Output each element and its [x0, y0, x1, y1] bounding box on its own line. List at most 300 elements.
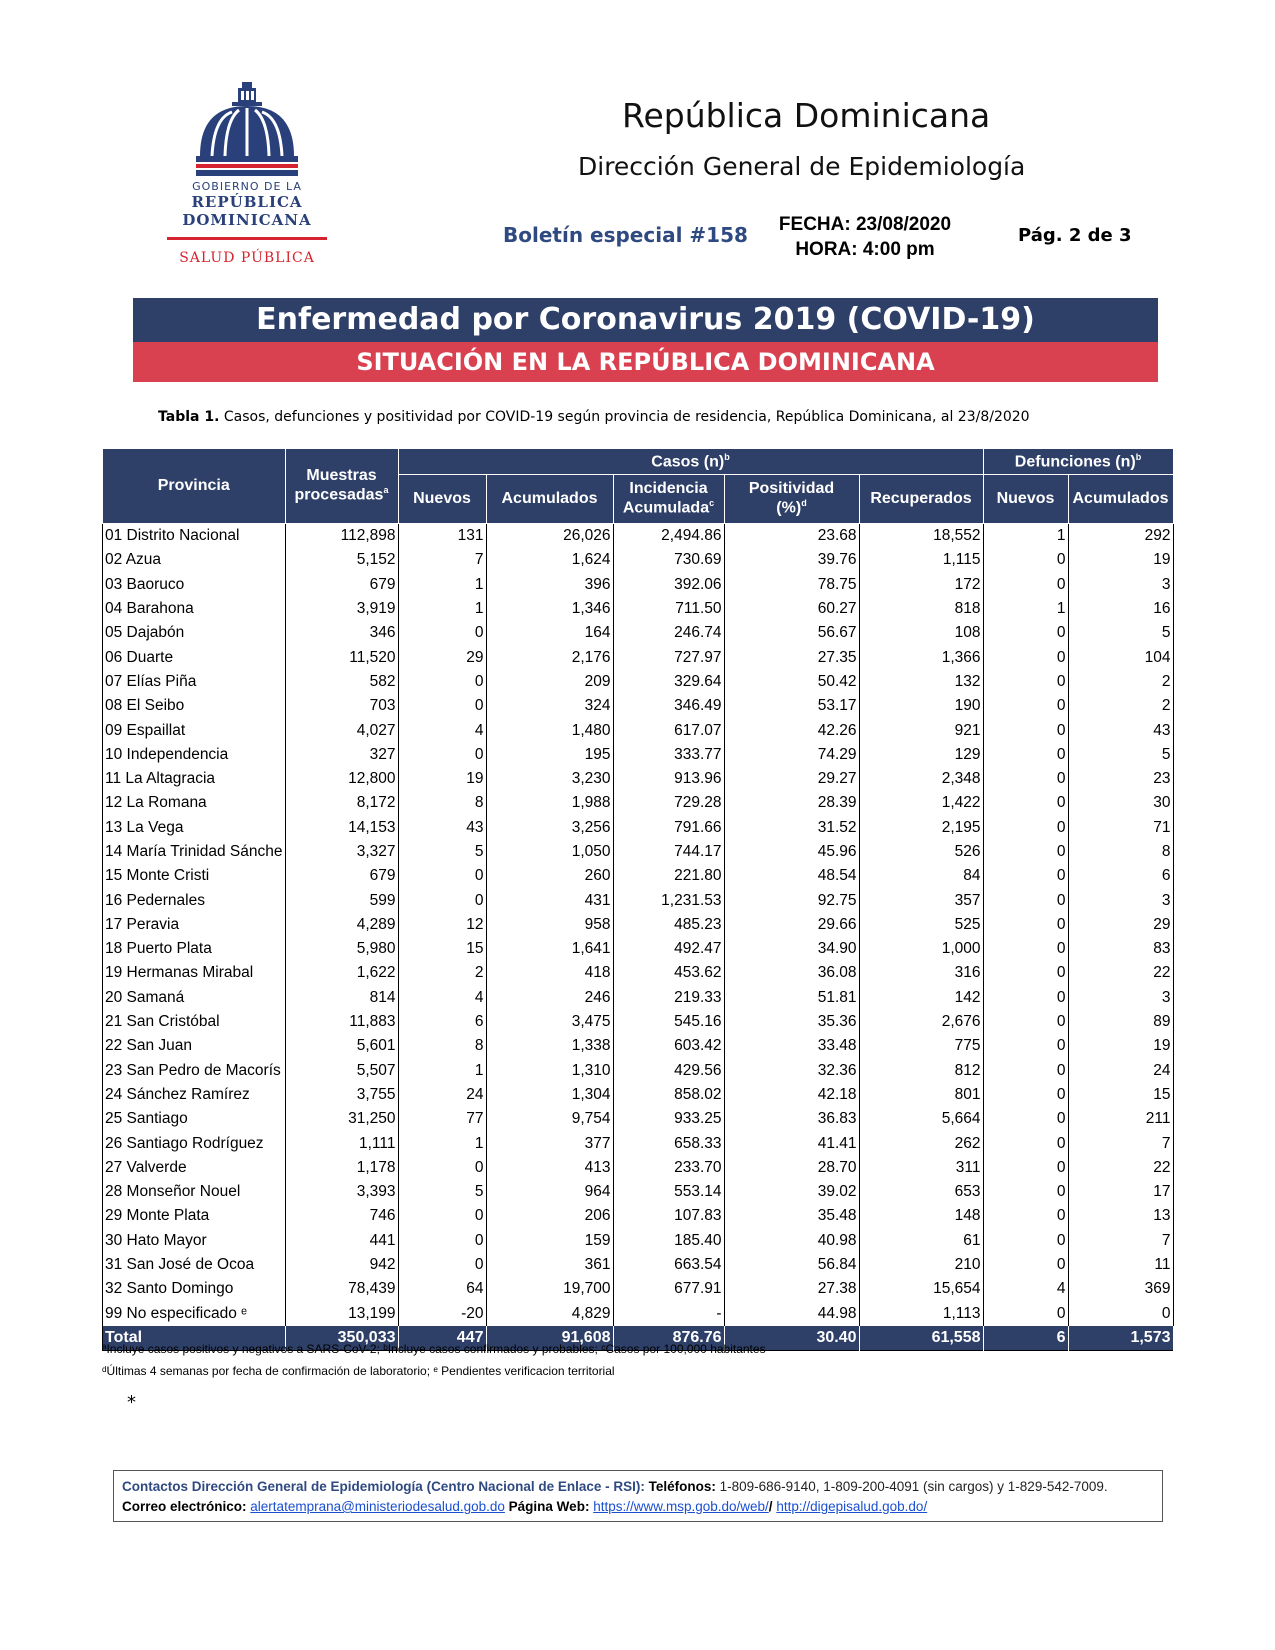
cell-incidencia: 730.69 [613, 548, 724, 572]
cell-acumulados: 3,230 [486, 767, 613, 791]
cell-provincia: 19 Hermanas Mirabal [103, 961, 286, 985]
cell-def-acumulados: 7 [1068, 1131, 1173, 1155]
cell-positividad: 35.36 [724, 1010, 859, 1034]
cell-recuperados: 2,195 [859, 816, 983, 840]
cell-recuperados: 653 [859, 1180, 983, 1204]
cell-def-acumulados: 104 [1068, 645, 1173, 669]
cell-def-nuevos: 0 [983, 1229, 1068, 1253]
cell-muestras: 3,755 [285, 1083, 398, 1107]
cell-muestras: 5,601 [285, 1034, 398, 1058]
cell-recuperados: 2,348 [859, 767, 983, 791]
cell-nuevos: 0 [398, 1253, 486, 1277]
table-row [103, 1156, 1174, 1180]
cell-recuperados: 262 [859, 1131, 983, 1155]
cell-recuperados: 1,113 [859, 1302, 983, 1326]
table-row [103, 961, 1174, 985]
total-cell-recuperados: 61,558 [859, 1326, 983, 1351]
cell-positividad: 92.75 [724, 888, 859, 912]
cell-positividad: 48.54 [724, 864, 859, 888]
covid-province-table [102, 448, 1174, 1351]
cell-provincia: 17 Peravia [103, 913, 286, 937]
cell-def-nuevos: 1 [983, 597, 1068, 621]
cell-provincia: 12 La Romana [103, 791, 286, 815]
cell-recuperados: 357 [859, 888, 983, 912]
cell-acumulados: 2,176 [486, 645, 613, 669]
cell-nuevos: 43 [398, 816, 486, 840]
cell-recuperados: 61 [859, 1229, 983, 1253]
header-nuevos: Nuevos [398, 475, 486, 524]
logo-salud-text: SALUD PÚBLICA [179, 250, 315, 266]
cell-recuperados: 316 [859, 961, 983, 985]
cell-incidencia: 603.42 [613, 1034, 724, 1058]
cell-def-nuevos: 0 [983, 645, 1068, 669]
cell-positividad: 32.36 [724, 1059, 859, 1083]
cell-incidencia: 221.80 [613, 864, 724, 888]
table-row [103, 888, 1174, 912]
cell-def-acumulados: 23 [1068, 767, 1173, 791]
cell-positividad: 29.66 [724, 913, 859, 937]
cell-nuevos: 0 [398, 621, 486, 645]
cell-recuperados: 1,115 [859, 548, 983, 572]
logo-divider [167, 237, 327, 240]
cell-def-acumulados: 7 [1068, 1229, 1173, 1253]
cell-provincia: 28 Monseñor Nouel [103, 1180, 286, 1204]
cell-def-nuevos: 1 [983, 524, 1068, 549]
cell-muestras: 327 [285, 743, 398, 767]
cell-positividad: 53.17 [724, 694, 859, 718]
cell-muestras: 11,520 [285, 645, 398, 669]
cell-nuevos: 6 [398, 1010, 486, 1034]
cell-acumulados: 164 [486, 621, 613, 645]
cell-incidencia: - [613, 1302, 724, 1326]
cell-acumulados: 3,475 [486, 1010, 613, 1034]
cell-nuevos: 12 [398, 913, 486, 937]
cell-def-nuevos: 0 [983, 1302, 1068, 1326]
cell-recuperados: 812 [859, 1059, 983, 1083]
caption-label: Tabla 1. [158, 409, 220, 425]
table-row [103, 1180, 1174, 1204]
footnote-line-2: ᵈÚltimas 4 semanas por fecha de confirmación de laboratorio; ᵉ Pendientes verificacion territorial [102, 1364, 615, 1378]
cell-positividad: 56.67 [724, 621, 859, 645]
cell-nuevos: 4 [398, 986, 486, 1010]
cell-muestras: 4,027 [285, 718, 398, 742]
table-row [103, 840, 1174, 864]
cell-positividad: 34.90 [724, 937, 859, 961]
cell-def-acumulados: 3 [1068, 573, 1173, 597]
cell-muestras: 5,507 [285, 1059, 398, 1083]
cell-positividad: 39.76 [724, 548, 859, 572]
cell-recuperados: 15,654 [859, 1277, 983, 1301]
cell-provincia: 03 Baoruco [103, 573, 286, 597]
table-row [103, 1229, 1174, 1253]
ministry-logo [132, 78, 362, 268]
cell-def-acumulados: 22 [1068, 1156, 1173, 1180]
cell-positividad: 44.98 [724, 1302, 859, 1326]
table-row [103, 573, 1174, 597]
table-row [103, 645, 1174, 669]
cell-positividad: 33.48 [724, 1034, 859, 1058]
header-muestras-line2: procesadas [294, 486, 384, 504]
cell-nuevos: 0 [398, 694, 486, 718]
cell-recuperados: 108 [859, 621, 983, 645]
cell-incidencia: 858.02 [613, 1083, 724, 1107]
cell-nuevos: 24 [398, 1083, 486, 1107]
cell-def-nuevos: 0 [983, 816, 1068, 840]
cell-def-nuevos: 0 [983, 1034, 1068, 1058]
header-positividad-line2: (%) [776, 499, 802, 517]
cell-positividad: 78.75 [724, 573, 859, 597]
table-footnotes [102, 1338, 766, 1382]
header-incidencia [613, 475, 724, 524]
cell-def-nuevos: 0 [983, 621, 1068, 645]
cell-positividad: 31.52 [724, 816, 859, 840]
contact-web-separator: / [768, 1499, 773, 1514]
cell-acumulados: 260 [486, 864, 613, 888]
contact-web-link-1[interactable]: https://www.msp.gob.do/web/ [593, 1499, 769, 1514]
cell-def-acumulados: 30 [1068, 791, 1173, 815]
cell-def-acumulados: 0 [1068, 1302, 1173, 1326]
header-positividad-line1: Positividad [748, 480, 835, 498]
table-row [103, 937, 1174, 961]
cell-positividad: 29.27 [724, 767, 859, 791]
cell-muestras: 3,393 [285, 1180, 398, 1204]
date-time-block [760, 212, 970, 262]
cell-def-acumulados: 43 [1068, 718, 1173, 742]
cell-acumulados: 246 [486, 986, 613, 1010]
cell-positividad: 27.35 [724, 645, 859, 669]
cell-def-acumulados: 292 [1068, 524, 1173, 549]
cell-def-acumulados: 71 [1068, 816, 1173, 840]
table-row [103, 1302, 1174, 1326]
table-row [103, 986, 1174, 1010]
cell-def-nuevos: 0 [983, 718, 1068, 742]
cell-muestras: 814 [285, 986, 398, 1010]
table-row [103, 1034, 1174, 1058]
total-cell-muestras: 350,033 [285, 1326, 398, 1351]
cell-positividad: 28.39 [724, 791, 859, 815]
cell-incidencia: 933.25 [613, 1107, 724, 1131]
cell-def-nuevos: 0 [983, 888, 1068, 912]
cell-def-nuevos: 0 [983, 791, 1068, 815]
cell-def-nuevos: 0 [983, 548, 1068, 572]
cell-positividad: 39.02 [724, 1180, 859, 1204]
cell-muestras: 679 [285, 864, 398, 888]
cell-nuevos: 0 [398, 1204, 486, 1228]
cell-recuperados: 921 [859, 718, 983, 742]
cell-muestras: 582 [285, 670, 398, 694]
page-title: República Dominicana [622, 96, 991, 135]
cell-nuevos: 0 [398, 888, 486, 912]
cell-def-nuevos: 0 [983, 864, 1068, 888]
cell-def-nuevos: 0 [983, 1107, 1068, 1131]
contact-lead: Contactos Dirección General de Epidemiología (Centro Nacional de Enlace - RSI): [122, 1479, 645, 1494]
cell-nuevos: 8 [398, 791, 486, 815]
cell-def-acumulados: 83 [1068, 937, 1173, 961]
cell-acumulados: 1,988 [486, 791, 613, 815]
cell-recuperados: 526 [859, 840, 983, 864]
cell-incidencia: 107.83 [613, 1204, 724, 1228]
cell-incidencia: 333.77 [613, 743, 724, 767]
cell-incidencia: 329.64 [613, 670, 724, 694]
cell-incidencia: 1,231.53 [613, 888, 724, 912]
cell-def-acumulados: 2 [1068, 694, 1173, 718]
cell-def-acumulados: 211 [1068, 1107, 1173, 1131]
cell-def-acumulados: 13 [1068, 1204, 1173, 1228]
header-muestras [285, 449, 398, 524]
cell-nuevos: 0 [398, 864, 486, 888]
cell-def-acumulados: 22 [1068, 961, 1173, 985]
contact-email-link[interactable]: alertatemprana@ministeriodesalud.gob.do [250, 1499, 505, 1514]
cell-incidencia: 453.62 [613, 961, 724, 985]
table-row [103, 1253, 1174, 1277]
cell-incidencia: 392.06 [613, 573, 724, 597]
table-row [103, 621, 1174, 645]
cell-muestras: 11,883 [285, 1010, 398, 1034]
header-acumulados: Acumulados [486, 475, 613, 524]
cell-recuperados: 525 [859, 913, 983, 937]
logo-gov-text: GOBIERNO DE LA [192, 180, 302, 193]
table-row [103, 597, 1174, 621]
cell-def-nuevos: 0 [983, 986, 1068, 1010]
cell-positividad: 51.81 [724, 986, 859, 1010]
date-text: FECHA: 23/08/2020 [778, 214, 952, 235]
cell-def-nuevos: 0 [983, 1156, 1068, 1180]
cell-provincia: 18 Puerto Plata [103, 937, 286, 961]
cell-nuevos: 1 [398, 597, 486, 621]
cell-def-acumulados: 8 [1068, 840, 1173, 864]
header-defunciones-label: Defunciones (n) [1014, 453, 1136, 471]
cell-def-acumulados: 11 [1068, 1253, 1173, 1277]
cell-incidencia: 246.74 [613, 621, 724, 645]
cell-provincia: 99 No especificado ᵉ [103, 1302, 286, 1326]
cell-acumulados: 361 [486, 1253, 613, 1277]
header-muestras-line1: Muestras [306, 467, 377, 485]
cell-provincia: 24 Sánchez Ramírez [103, 1083, 286, 1107]
time-text: HORA: 4:00 pm [795, 239, 935, 260]
cell-recuperados: 1,422 [859, 791, 983, 815]
cell-incidencia: 711.50 [613, 597, 724, 621]
cell-positividad: 28.70 [724, 1156, 859, 1180]
cell-incidencia: 744.17 [613, 840, 724, 864]
cell-positividad: 42.18 [724, 1083, 859, 1107]
cell-acumulados: 964 [486, 1180, 613, 1204]
cell-acumulados: 324 [486, 694, 613, 718]
contact-web-link-2[interactable]: http://digepisalud.gob.do/ [776, 1499, 928, 1514]
cell-def-nuevos: 0 [983, 1059, 1068, 1083]
cell-muestras: 5,980 [285, 937, 398, 961]
cell-def-acumulados: 24 [1068, 1059, 1173, 1083]
cell-provincia: 15 Monte Cristi [103, 864, 286, 888]
cell-positividad: 40.98 [724, 1229, 859, 1253]
cell-acumulados: 3,256 [486, 816, 613, 840]
header-casos-label: Casos (n) [651, 453, 725, 471]
total-cell-provincia: Total [103, 1326, 286, 1351]
cell-muestras: 942 [285, 1253, 398, 1277]
cell-acumulados: 1,641 [486, 937, 613, 961]
cell-def-acumulados: 16 [1068, 597, 1173, 621]
cell-muestras: 78,439 [285, 1277, 398, 1301]
table-row [103, 548, 1174, 572]
cell-def-acumulados: 5 [1068, 621, 1173, 645]
table-row [103, 913, 1174, 937]
cell-acumulados: 1,310 [486, 1059, 613, 1083]
cell-acumulados: 1,304 [486, 1083, 613, 1107]
cell-provincia: 06 Duarte [103, 645, 286, 669]
cell-recuperados: 1,366 [859, 645, 983, 669]
table-row [103, 670, 1174, 694]
cell-incidencia: 492.47 [613, 937, 724, 961]
header-def-nuevos: Nuevos [983, 475, 1068, 524]
cell-def-nuevos: 4 [983, 1277, 1068, 1301]
cell-def-acumulados: 29 [1068, 913, 1173, 937]
total-cell-incidencia: 876.76 [613, 1326, 724, 1351]
cell-provincia: 31 San José de Ocoa [103, 1253, 286, 1277]
cell-muestras: 346 [285, 621, 398, 645]
cell-positividad: 23.68 [724, 524, 859, 549]
cell-def-acumulados: 6 [1068, 864, 1173, 888]
cell-muestras: 14,153 [285, 816, 398, 840]
cell-provincia: 01 Distrito Nacional [103, 524, 286, 549]
table-row [103, 1131, 1174, 1155]
cell-recuperados: 142 [859, 986, 983, 1010]
cell-acumulados: 159 [486, 1229, 613, 1253]
cell-provincia: 05 Dajabón [103, 621, 286, 645]
cell-incidencia: 727.97 [613, 645, 724, 669]
cell-acumulados: 958 [486, 913, 613, 937]
header-provincia: Provincia [103, 449, 286, 524]
footnote-c-marker: c [709, 498, 715, 509]
cell-def-nuevos: 0 [983, 1180, 1068, 1204]
cell-incidencia: 2,494.86 [613, 524, 724, 549]
contact-web-label: Página Web: [508, 1499, 590, 1514]
table-row [103, 524, 1174, 549]
cell-acumulados: 418 [486, 961, 613, 985]
cell-provincia: 26 Santiago Rodríguez [103, 1131, 286, 1155]
cell-def-nuevos: 0 [983, 1253, 1068, 1277]
cell-provincia: 29 Monte Plata [103, 1204, 286, 1228]
cell-incidencia: 663.54 [613, 1253, 724, 1277]
cell-positividad: 74.29 [724, 743, 859, 767]
cell-acumulados: 396 [486, 573, 613, 597]
cell-provincia: 04 Barahona [103, 597, 286, 621]
table-row [103, 694, 1174, 718]
cell-recuperados: 129 [859, 743, 983, 767]
table-row [103, 1107, 1174, 1131]
cell-recuperados: 148 [859, 1204, 983, 1228]
cell-nuevos: 19 [398, 767, 486, 791]
total-cell-def-acumulados: 1,573 [1068, 1326, 1173, 1351]
cell-acumulados: 206 [486, 1204, 613, 1228]
cell-nuevos: 8 [398, 1034, 486, 1058]
cell-acumulados: 413 [486, 1156, 613, 1180]
cell-nuevos: 7 [398, 548, 486, 572]
cell-acumulados: 9,754 [486, 1107, 613, 1131]
cell-provincia: 09 Espaillat [103, 718, 286, 742]
cell-incidencia: 545.16 [613, 1010, 724, 1034]
cell-recuperados: 132 [859, 670, 983, 694]
table-row [103, 718, 1174, 742]
cell-nuevos: 0 [398, 1229, 486, 1253]
cell-recuperados: 775 [859, 1034, 983, 1058]
cell-provincia: 23 San Pedro de Macorís [103, 1059, 286, 1083]
footnote-d-marker: d [801, 498, 807, 509]
cell-positividad: 36.08 [724, 961, 859, 985]
total-cell-nuevos: 447 [398, 1326, 486, 1351]
cell-provincia: 07 Elías Piña [103, 670, 286, 694]
cell-def-nuevos: 0 [983, 1010, 1068, 1034]
cell-incidencia: 791.66 [613, 816, 724, 840]
header-incidencia-line1: Incidencia [629, 480, 708, 498]
table-row [103, 791, 1174, 815]
cell-acumulados: 1,624 [486, 548, 613, 572]
cell-nuevos: 4 [398, 718, 486, 742]
cell-positividad: 60.27 [724, 597, 859, 621]
cell-muestras: 12,800 [285, 767, 398, 791]
footnote-a-marker: a [383, 485, 389, 496]
asterisk-note: * [127, 1392, 136, 1413]
cell-def-nuevos: 0 [983, 767, 1068, 791]
cell-muestras: 13,199 [285, 1302, 398, 1326]
capitol-dome-icon [192, 78, 302, 178]
cell-def-acumulados: 369 [1068, 1277, 1173, 1301]
total-cell-positividad: 30.40 [724, 1326, 859, 1351]
header-recuperados: Recuperados [859, 475, 983, 524]
cell-provincia: 21 San Cristóbal [103, 1010, 286, 1034]
table-row [103, 1083, 1174, 1107]
cell-def-acumulados: 3 [1068, 888, 1173, 912]
contact-email-label: Correo electrónico: [122, 1499, 247, 1514]
cell-def-acumulados: 3 [1068, 986, 1173, 1010]
cell-muestras: 31,250 [285, 1107, 398, 1131]
total-cell-acumulados: 91,608 [486, 1326, 613, 1351]
table-row [103, 743, 1174, 767]
cell-def-acumulados: 19 [1068, 548, 1173, 572]
cell-provincia: 16 Pedernales [103, 888, 286, 912]
cell-positividad: 50.42 [724, 670, 859, 694]
cell-nuevos: 15 [398, 937, 486, 961]
cell-def-nuevos: 0 [983, 961, 1068, 985]
cell-provincia: 22 San Juan [103, 1034, 286, 1058]
contact-tel: 1-809-686-9140, 1-809-200-4091 (sin cargos) y 1-829-542-7009. [715, 1479, 1108, 1494]
cell-def-acumulados: 15 [1068, 1083, 1173, 1107]
cell-recuperados: 1,000 [859, 937, 983, 961]
cell-recuperados: 801 [859, 1083, 983, 1107]
header-def-acumulados: Acumulados [1068, 475, 1173, 524]
cell-def-nuevos: 0 [983, 1131, 1068, 1155]
cell-muestras: 441 [285, 1229, 398, 1253]
cell-acumulados: 1,480 [486, 718, 613, 742]
cell-provincia: 14 María Trinidad Sánche [103, 840, 286, 864]
cell-incidencia: 346.49 [613, 694, 724, 718]
cell-positividad: 45.96 [724, 840, 859, 864]
banner-subtitle: SITUACIÓN EN LA REPÚBLICA DOMINICANA [133, 342, 1158, 382]
cell-recuperados: 84 [859, 864, 983, 888]
cell-nuevos: 0 [398, 743, 486, 767]
contact-box [113, 1470, 1163, 1522]
cell-incidencia: 658.33 [613, 1131, 724, 1155]
table-caption [158, 409, 1030, 425]
cell-def-nuevos: 0 [983, 913, 1068, 937]
cell-muestras: 1,178 [285, 1156, 398, 1180]
cell-incidencia: 185.40 [613, 1229, 724, 1253]
cell-recuperados: 172 [859, 573, 983, 597]
table-row [103, 864, 1174, 888]
cell-nuevos: 0 [398, 670, 486, 694]
total-cell-def-nuevos: 6 [983, 1326, 1068, 1351]
cell-incidencia: 553.14 [613, 1180, 724, 1204]
cell-def-nuevos: 0 [983, 573, 1068, 597]
cell-provincia: 25 Santiago [103, 1107, 286, 1131]
